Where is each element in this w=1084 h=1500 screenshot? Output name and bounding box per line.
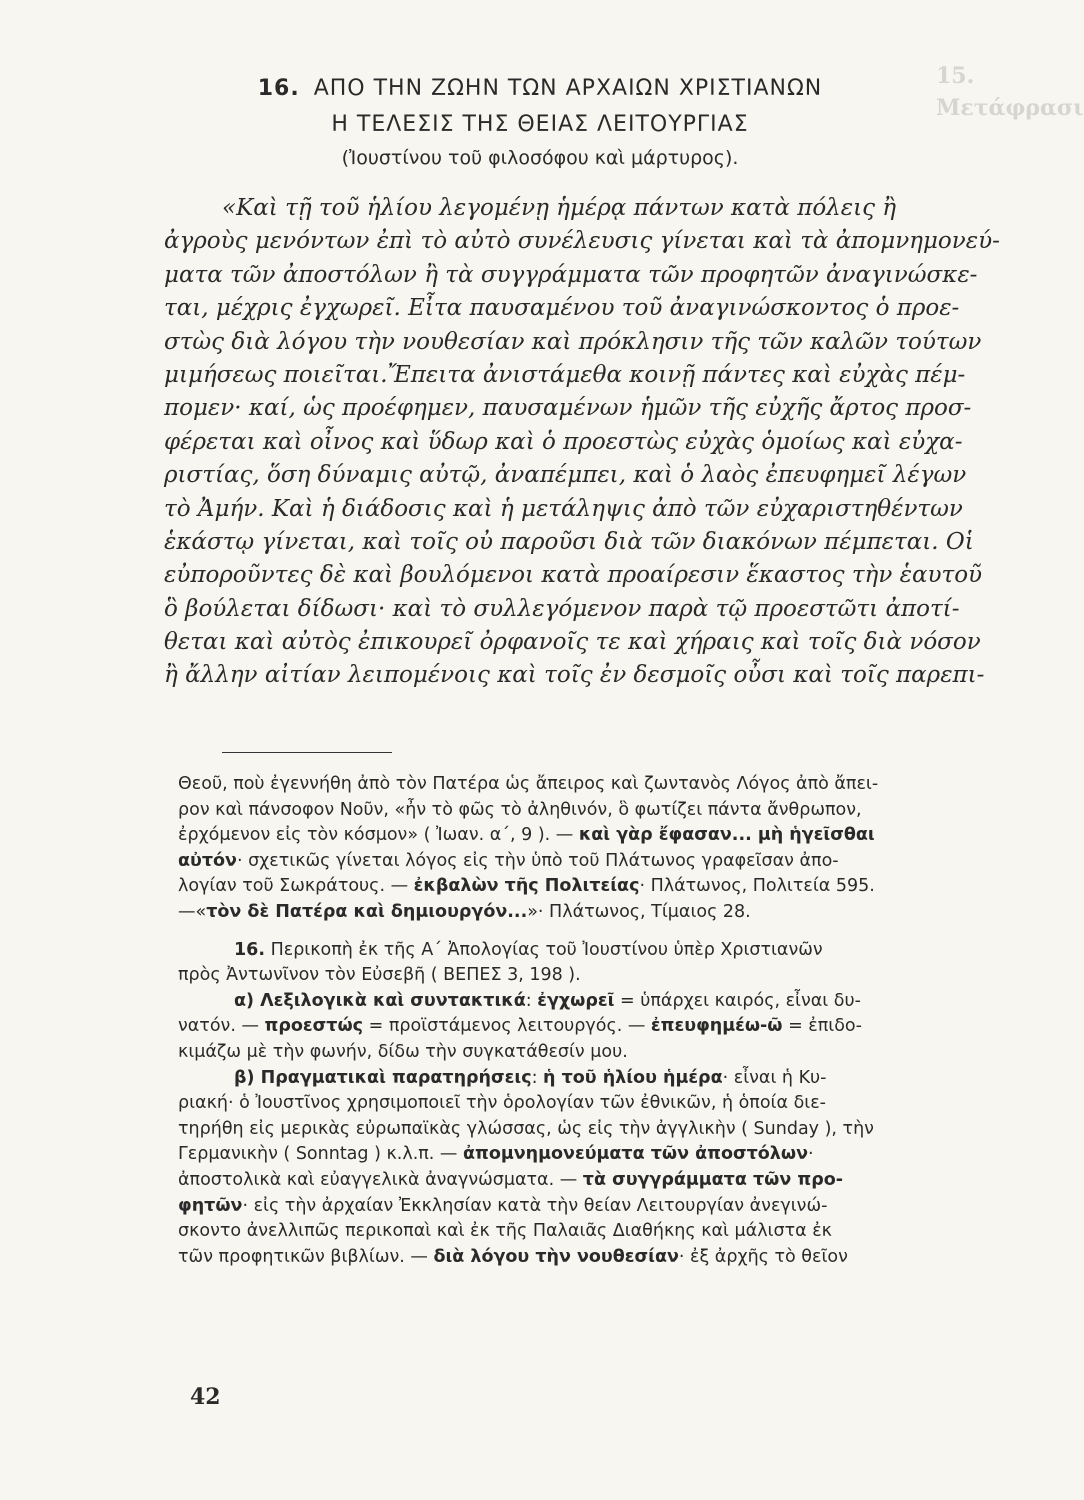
note-text: = ἐπιδο- (782, 1016, 862, 1037)
note-text: »· Πλάτωνος, Τίμαιος 28. (527, 901, 751, 922)
main-text-line: εὐποροῦντες δὲ καὶ βουλόμενοι κατὰ προαίρεσιν ἕκαστος τὴν ἑαυτοῦ (164, 562, 983, 589)
main-text-line: ριστίας, ὅση δύναμις αὐτῷ, ἀναπέμπει, καὶ ὁ λαὸς ἐπευφημεῖ λέγων (164, 462, 967, 489)
note-line: πρὸς Ἀντωνῖνον τὸν Εὐσεβῆ ( ΒΕΠΕΣ 3, 198 ). (178, 965, 581, 986)
notes-block (178, 772, 938, 1270)
chapter-source: (Ἰουστίνου τοῦ φιλοσόφου καὶ μάρτυρος). (341, 147, 739, 169)
note-text: τῶν προφητικῶν βιβλίων. — (178, 1246, 434, 1267)
note-text: Γερμανικὴν ( Sonntag ) κ.λ.π. — (178, 1144, 463, 1165)
note-keyword: καὶ γὰρ ἔφασαν... μὴ ἡγεῖσθαι (578, 825, 875, 846)
note-keyword: ἡ τοῦ ἡλίου ἡμέρα (543, 1067, 723, 1088)
main-text-line: φέρεται καὶ οἶνος καὶ ὕδωρ καὶ ὁ προεστὼς εὐχὰς ὁμοίως καὶ εὐχα- (164, 428, 963, 455)
note-text: · (808, 1144, 814, 1165)
note-line (178, 849, 938, 875)
note-text: · Πλάτωνος, Πολιτεία 595. (639, 876, 875, 897)
main-text-line: ἑκάστῳ γίνεται, καὶ τοῖς οὐ παροῦσι διὰ τῶν διακόνων πέμπεται. Οἱ (164, 528, 974, 555)
note-text: · σχετικῶς γίνεται λόγος εἰς τὴν ὑπὸ τοῦ Πλάτωνος γραφεῖσαν ἀπο- (236, 850, 839, 871)
main-text-line: ἢ ἄλλην αἰτίαν λειπομένοις καὶ τοῖς ἐν δεσμοῖς οὖσι καὶ τοῖς παρεπι- (164, 662, 985, 689)
note-line: κιμάζω μὲ τὴν φωνήν, δίδω τὴν συγκατάθεσίν μου. (178, 1041, 628, 1062)
note-line (178, 1194, 938, 1220)
main-text-block (164, 192, 1000, 693)
note-text: · εἶναι ἡ Κυ- (722, 1067, 827, 1088)
note-text: —« (178, 901, 207, 922)
note-line (178, 1168, 938, 1194)
note-line (178, 1245, 938, 1271)
chapter-number: 16. (257, 76, 300, 101)
note-line: ρον καὶ πάνσοφον Νοῦν, «ἦν τὸ φῶς τὸ ἀληθινόν, ὃ φωτίζει πάντα ἄνθρωπον, (178, 799, 862, 820)
main-text-line: τὸ Ἀμήν. Καὶ ἡ διάδοσις καὶ ἡ μετάληψις ἀπὸ τῶν εὐχαριστηθέντων (164, 495, 963, 522)
bleed-through-title: 15. Μετάφρασι (936, 63, 1084, 121)
note-line (178, 900, 938, 926)
main-text-line: ται, μέχρις ἐγχωρεῖ. Εἶτα παυσαμένου τοῦ ἀναγινώσκοντος ὁ προε- (164, 295, 960, 322)
main-text-line: μιμήσεως ποιεῖται.Ἔπειτα ἀνιστάμεθα κοινῇ πάντες καὶ εὐχὰς πέμ- (164, 361, 966, 388)
main-text-line: θεται καὶ αὐτὸς ἐπικουρεῖ ὀρφανοῖς τε καὶ χήραις καὶ τοῖς διὰ νόσον (164, 629, 981, 656)
main-text-line: «Καὶ τῇ τοῦ ἡλίου λεγομένῃ ἡμέρᾳ πάντων κατὰ πόλεις ἢ (222, 195, 897, 221)
note-line: τηρήθη εἰς μερικὰς εὐρωπαϊκὰς γλώσσας, ὡς εἰς τὴν ἀγγλικὴν ( Sunday ), τὴν (178, 1118, 874, 1139)
note-keyword: προεστώς (264, 1016, 364, 1037)
subsection-label-b: β) Πραγματικαὶ παρατηρήσεις (234, 1067, 532, 1088)
note-keyword: τὸν δὲ Πατέρα καὶ δημιουργόν... (206, 901, 528, 922)
note-line (178, 823, 938, 849)
main-text-line: ματα τῶν ἀποστόλων ἢ τὰ συγγράμματα τῶν προφητῶν ἀναγινώσκε- (164, 261, 978, 288)
main-text-line: ἀγροὺς μενόντων ἐπὶ τὸ αὐτὸ συνέλευσις γίνεται καὶ τὰ ἀπομνημονεύ- (164, 228, 1000, 255)
note-line (178, 874, 938, 900)
main-text-line: ὃ βούλεται δίδωσι· καὶ τὸ συλλεγόμενον παρὰ τῷ προεστῶτι ἀποτί- (164, 595, 960, 622)
note-text: = ὑπάρχει καιρός, εἶναι δυ- (614, 990, 861, 1011)
chapter-subtitle: Η ΤΕΛΕΣΙΣ ΤΗΣ ΘΕΙΑΣ ΛΕΙΤΟΥΡΓΙΑΣ (331, 112, 749, 137)
note-text: · εἰς τὴν ἀρχαίαν Ἐκκλησίαν κατὰ τὴν θείαν Λειτουργίαν ἀνεγινώ- (242, 1195, 828, 1216)
subsection-label-a: α) Λεξιλογικὰ καὶ συντακτικά (234, 990, 526, 1011)
note-line: σκοντο ἀνελλιπῶς περικοπαὶ καὶ ἐκ τῆς Παλαιᾶς Διαθήκης καὶ μάλιστα ἐκ (178, 1221, 832, 1242)
note-keyword: τὰ συγγράμματα τῶν προ- (582, 1169, 844, 1190)
chapter-title: ΑΠΟ ΤΗΝ ΖΩΗΝ ΤΩΝ ΑΡΧΑΙΩΝ ΧΡΙΣΤΙΑΝΩΝ (313, 76, 823, 101)
note-text: ἐρχόμενον εἰς τὸν κόσμον» ( Ἰωαν. α΄, 9 ). — (178, 825, 579, 846)
note-text: · ἐξ ἀρχῆς τὸ θεῖον (678, 1246, 848, 1267)
note-keyword: ἐπευφημέω-ῶ (650, 1016, 783, 1037)
note-line-a (178, 989, 938, 1015)
note-line-b (178, 1066, 938, 1092)
note-text: = προϊστάμενος λειτουργός. — (363, 1016, 651, 1037)
chapter-header (150, 74, 930, 172)
chapter-title-line (150, 74, 930, 104)
note-text: : (531, 1067, 544, 1088)
note-keyword: ἐγχωρεῖ (537, 990, 615, 1011)
note-line (178, 1014, 938, 1040)
note-text: νατόν. — (178, 1016, 265, 1037)
section-16-line (178, 938, 938, 964)
note-keyword: διὰ λόγου τὴν νουθεσίαν (433, 1246, 679, 1267)
page-number: 42 (190, 1384, 221, 1410)
note-text: λογίαν τοῦ Σωκράτους. — (178, 876, 414, 897)
note-keyword: ἐκβαλὼν τῆς Πολιτείας (413, 876, 640, 897)
note-line (178, 1142, 938, 1168)
note-keyword: αὐτόν (178, 850, 237, 871)
note-text: : (525, 990, 538, 1011)
section-number: 16. (234, 939, 266, 960)
note-keyword: φητῶν (178, 1195, 243, 1216)
note-text: ἀποστολικὰ καὶ εὐαγγελικὰ ἀναγνώσματα. — (178, 1169, 583, 1190)
footnote-divider (222, 752, 392, 753)
note-line: Θεοῦ, ποὺ ἐγεννήθη ἀπὸ τὸν Πατέρα ὡς ἄπειρος καὶ ζωντανὸς Λόγος ἀπὸ ἄπει- (178, 774, 879, 794)
main-text-line: πομεν· καί, ὡς προέφημεν, παυσαμένων ἡμῶν τῆς εὐχῆς ἄρτος προσ- (164, 395, 972, 422)
main-text-line: στὼς διὰ λόγου τὴν νουθεσίαν καὶ πρόκλησιν τῆς τῶν καλῶν τούτων (164, 328, 982, 355)
note-text: Περικοπὴ ἐκ τῆς Α΄ Ἀπολογίας τοῦ Ἰουστίνου ὑπὲρ Χριστιανῶν (265, 939, 823, 960)
note-line: ριακή· ὁ Ἰουστῖνος χρησιμοποιεῖ τὴν ὁρολογίαν τῶν ἐθνικῶν, ἡ ὁποία διε- (178, 1093, 826, 1114)
note-keyword: ἀπομνημονεύματα τῶν ἀποστόλων (462, 1144, 808, 1165)
